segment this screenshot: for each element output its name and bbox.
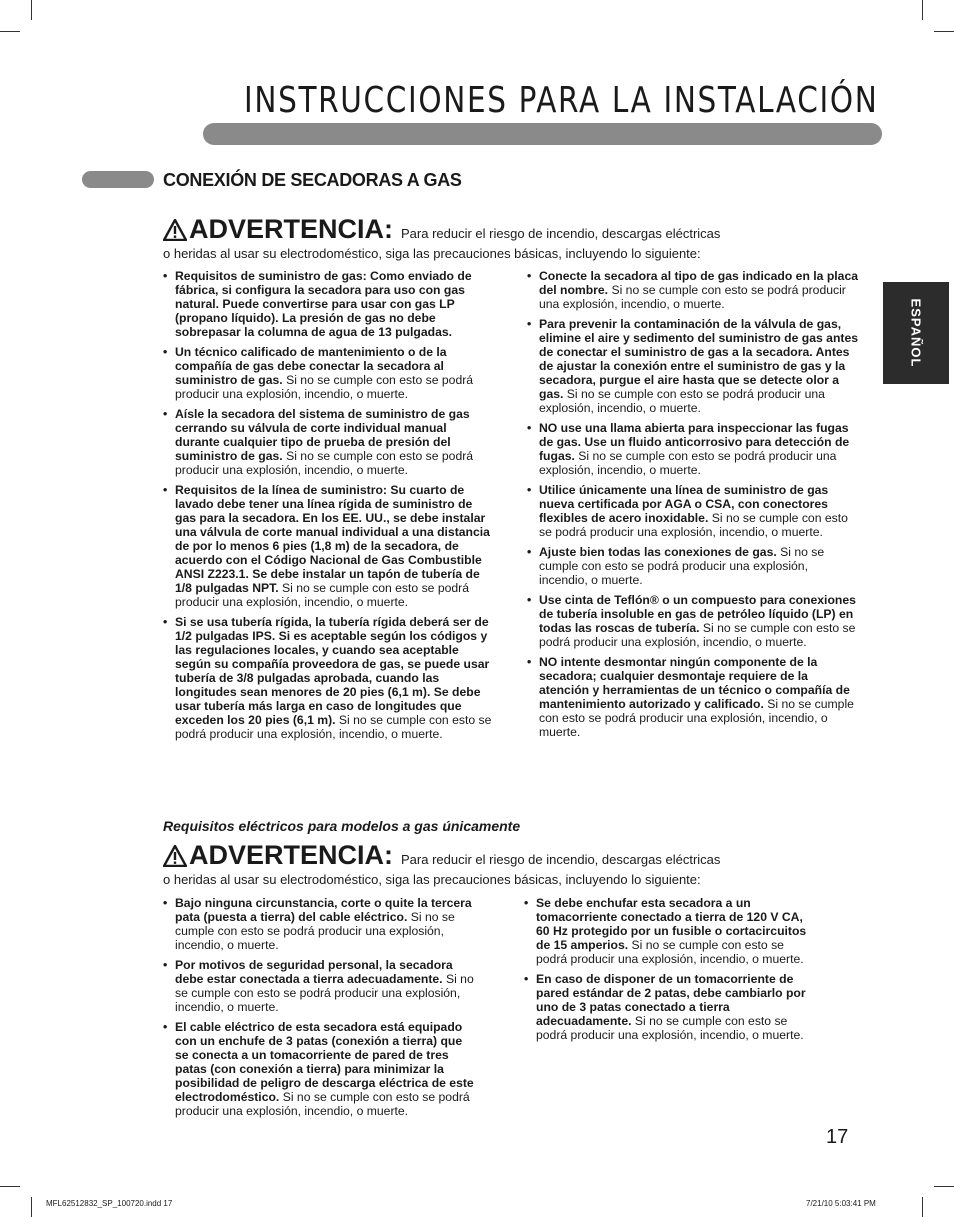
bullet-item bbox=[527, 421, 859, 477]
bullet-bold-text: Requisitos de la línea de suministro: Su cuarto de lavado debe tener una línea rígida de suministro de gas para la secadora. En los EE. UU., se debe instalar una válvula de corte manual individual a una distancia de por lo menos 6 pies (1,8 m) de la secadora, de acuerdo con el Código Nacional de Gas Combustible ANSI Z223.1. Se debe instalar un tapón de tubería de 1/8 pulgadas NPT. bbox=[175, 483, 490, 595]
language-tab-label: ESPAÑOL bbox=[908, 298, 924, 368]
bullet-normal-text: Si no se cumple con esto se podrá producir una explosión, incendio, o muerte. bbox=[175, 910, 455, 952]
section-pill bbox=[82, 171, 154, 188]
bullet-bold-text: Conecte la secadora al tipo de gas indicado en la placa del nombre. bbox=[539, 269, 859, 297]
footer-file: MFL62512832_SP_100720.indd 17 bbox=[46, 1199, 173, 1208]
bullet-bold-text: Si se usa tubería rígida, la tubería rígida deberá ser de 1/2 pulgadas IPS. Si es aceptable según los códigos y las regulaciones locales, y cuando sea aceptable según su compañía proveedora de gas, se puede usar tubería de 3/8 pulgadas aprobada, cuando las longitudes sean menores de 20 pies (6,1 m). Se debe usar tubería más larga en caso de longitudes que exceden los 20 pies (6,1 m). bbox=[175, 615, 490, 727]
crop-mark bbox=[922, 1197, 923, 1217]
bullet-item bbox=[527, 655, 859, 739]
bullet-bold-text: Ajuste bien todas las conexiones de gas. bbox=[539, 545, 777, 559]
bullet-normal-text: Si no se cumple con esto se podrá producir una explosión, incendio, o muerte. bbox=[539, 283, 846, 311]
bullet-bold-text: Requisitos de suministro de gas: Como enviado de fábrica, si configura la secadora para uso con gas natural. Puede convertirse para usar con gas LP (propano líquido). La presión de gas no debe sobrepasar la columna de agua de 13 pulgadas. bbox=[175, 269, 472, 339]
bullet-normal-text: Si no se cumple con esto se podrá producir una explosión, incendio, o muerte. bbox=[539, 621, 856, 649]
gas-requirements-left-list bbox=[163, 269, 493, 747]
bullet-bold-text: En caso de disponer de un tomacorriente de pared estándar de 2 patas, debe cambiarlo por uno de 3 patas conectado a tierra adecuadamente. bbox=[536, 972, 806, 1028]
bullet-item bbox=[527, 593, 859, 649]
electrical-sub-heading: Requisitos eléctricos para modelos a gas únicamente bbox=[163, 818, 521, 834]
bullet-bold-text: Un técnico calificado de mantenimiento o de la compañía de gas debe conectar la secadora al suministro de gas. bbox=[175, 345, 447, 387]
bullet-item bbox=[524, 896, 814, 966]
bullet-bold-text: Bajo ninguna circunstancia, corte o quite la tercera pata (puesta a tierra) del cable eléctrico. bbox=[175, 896, 472, 924]
bullet-item bbox=[527, 269, 859, 311]
bullet-normal-text: Si no se cumple con esto se podrá producir una explosión, incendio, o muerte. bbox=[175, 1090, 470, 1118]
warning-2 bbox=[163, 840, 720, 871]
bullet-normal-text: Si no se cumple con esto se podrá producir una explosión, incendio, o muerte. bbox=[175, 972, 474, 1014]
crop-mark bbox=[934, 1186, 954, 1187]
bullet-bold-text: El cable eléctrico de esta secadora está equipado con un enchufe de 3 patas (conexión a tierra) que se conecta a un tomacorriente de pared de tres patas (con conexión a tierra) para minimizar la posibilidad de peligro de descarga eléctrica de este electrodoméstico. bbox=[175, 1020, 474, 1104]
electrical-requirements-right-list bbox=[524, 896, 814, 1048]
bullet-item bbox=[163, 896, 475, 952]
bullet-item bbox=[163, 407, 493, 477]
warning-1 bbox=[163, 214, 720, 245]
warning-2-text: Para reducir el riesgo de incendio, descargas eléctricas bbox=[401, 852, 721, 867]
warning-1-word: ADVERTENCIA: bbox=[189, 214, 394, 244]
crop-mark bbox=[0, 31, 20, 32]
language-tab bbox=[883, 282, 949, 384]
warning-2-word: ADVERTENCIA: bbox=[189, 840, 394, 870]
bullet-normal-text: Si no se cumple con esto se podrá producir una explosión, incendio, o muerte. bbox=[539, 387, 825, 415]
footer-timestamp: 7/21/10 5:03:41 PM bbox=[806, 1199, 876, 1208]
page-number: 17 bbox=[826, 1126, 849, 1148]
bullet-item bbox=[524, 972, 814, 1042]
page-title: INSTRUCCIONES PARA LA INSTALACIÓN bbox=[244, 80, 879, 121]
warning-triangle-icon bbox=[163, 845, 187, 867]
bullet-normal-text: Si no se cumple con esto se podrá producir una explosión, incendio, o muerte. bbox=[539, 449, 837, 477]
bullet-item bbox=[527, 317, 859, 415]
bullet-normal-text: Si no se cumple con esto se podrá producir una explosión, incendio, o muerte. bbox=[175, 713, 492, 741]
bullet-bold-text: Aísle la secadora del sistema de suministro de gas cerrando su válvula de corte individual manual durante cualquier tipo de prueba de presión del suministro de gas. bbox=[175, 407, 470, 463]
section-heading: CONEXIÓN DE SECADORAS A GAS bbox=[163, 170, 462, 190]
warning-1-continuation: o heridas al usar su electrodoméstico, siga las precauciones básicas, incluyendo lo siguiente: bbox=[163, 246, 701, 261]
bullet-bold-text: Use cinta de Teflón® o un compuesto para conexiones de tubería insoluble en gas de petróleo líquido (LP) en todas las roscas de tubería. bbox=[539, 593, 856, 635]
bullet-bold-text: Para prevenir la contaminación de la válvula de gas, elimine el aire y sedimento del suministro de gas antes de conectar el suministro de gas a la secadora. Antes de ajustar la conexión entre el suministro de gas y la secadora, purgue el aire hasta que se detecte olor a gas. bbox=[539, 317, 859, 401]
bullet-item bbox=[163, 345, 493, 401]
bullet-item bbox=[163, 615, 493, 741]
bullet-bold-text: NO use una llama abierta para inspeccionar las fugas de gas. Use un fluido anticorrosivo para detección de fugas. bbox=[539, 421, 850, 463]
bullet-item bbox=[163, 1020, 475, 1118]
bullet-item bbox=[163, 269, 493, 339]
bullet-bold-text: Utilice únicamente una línea de suministro de gas nueva certificada por AGA o CSA, con conectores flexibles de acero inoxidable. bbox=[539, 483, 829, 525]
title-bar bbox=[203, 123, 882, 145]
bullet-normal-text: Si no se cumple con esto se podrá producir una explosión, incendio, o muerte. bbox=[175, 373, 474, 401]
bullet-bold-text: NO intente desmontar ningún componente de la secadora; cualquier desmontaje requiere de la atención y herramientas de un técnico o compañía de mantenimiento autorizado y calificado. bbox=[539, 655, 850, 711]
crop-mark bbox=[922, 0, 923, 20]
bullet-normal-text: Si no se cumple con esto se podrá producir una explosión, incendio, o muerte. bbox=[175, 449, 474, 477]
bullet-item bbox=[527, 483, 859, 539]
bullet-normal-text: Si no se cumple con esto se podrá producir una explosión, incendio, o muerte. bbox=[536, 938, 804, 966]
bullet-normal-text: Si no se cumple con esto se podrá producir una explosión, incendio, o muerte. bbox=[539, 545, 825, 587]
bullet-item bbox=[527, 545, 859, 587]
crop-mark bbox=[934, 31, 954, 32]
bullet-item bbox=[163, 958, 475, 1014]
bullet-bold-text: Se debe enchufar esta secadora a un tomacorriente conectado a tierra de 120 V CA, 60 Hz protegido por un fusible o cortacircuitos de 15 amperios. bbox=[536, 896, 807, 952]
crop-mark bbox=[0, 1186, 20, 1187]
gas-requirements-right-list bbox=[527, 269, 859, 745]
bullet-bold-text: Por motivos de seguridad personal, la secadora debe estar conectada a tierra adecuadamente. bbox=[175, 958, 453, 986]
warning-triangle-icon bbox=[163, 219, 187, 241]
warning-2-continuation: o heridas al usar su electrodoméstico, siga las precauciones básicas, incluyendo lo siguiente: bbox=[163, 872, 701, 887]
bullet-normal-text: Si no se cumple con esto se podrá producir una explosión, incendio, o muerte. bbox=[536, 1014, 804, 1042]
bullet-normal-text: Si no se cumple con esto se podrá producir una explosión, incendio, o muerte. bbox=[539, 511, 848, 539]
electrical-requirements-left-list bbox=[163, 896, 475, 1124]
crop-mark bbox=[31, 0, 32, 20]
bullet-normal-text: Si no se cumple con esto se podrá producir una explosión, incendio, o muerte. bbox=[175, 581, 469, 609]
bullet-normal-text: Si no se cumple con esto se podrá producir una explosión, incendio, o muerte. bbox=[539, 697, 854, 739]
crop-mark bbox=[31, 1197, 32, 1217]
bullet-item bbox=[163, 483, 493, 609]
warning-1-text: Para reducir el riesgo de incendio, descargas eléctricas bbox=[401, 226, 721, 241]
